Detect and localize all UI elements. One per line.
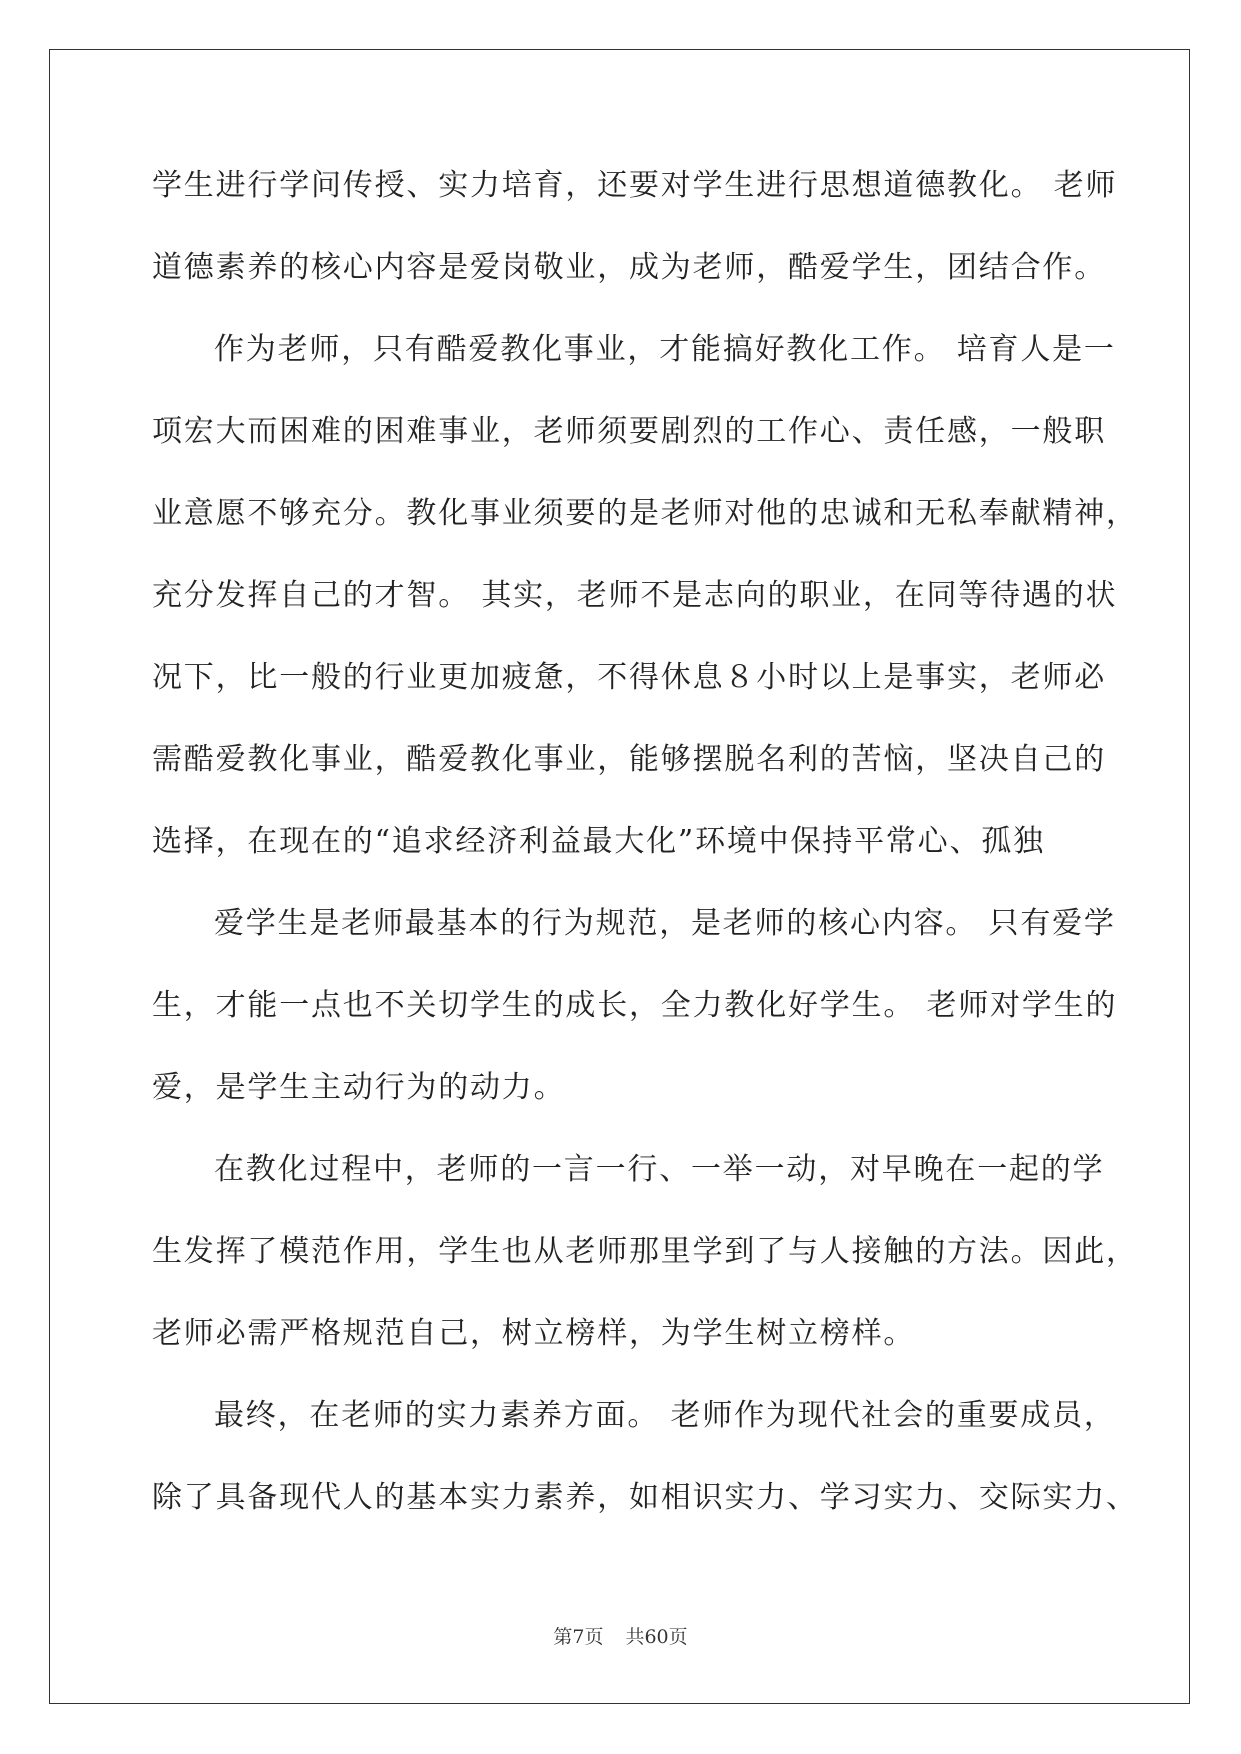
text-line: 除了具备现代人的基本实力素养，如相识实力、学习实力、交际实力、 bbox=[152, 1480, 1138, 1515]
text-line: 项宏大而困难的困难事业，老师须要剧烈的工作心、责任感，一般职 bbox=[152, 414, 1106, 449]
page-footer bbox=[0, 1625, 1241, 1649]
text-line: 业意愿不够充分。教化事业须要的是老师对他的忠诚和无私奉献精神， bbox=[152, 496, 1138, 531]
document-body bbox=[152, 161, 1138, 1555]
paragraph-start-line: 在教化过程中，老师的一言一行、一举一动，对早晚在一起的学 bbox=[214, 1152, 1105, 1187]
page-number: 第7页 bbox=[553, 1626, 604, 1648]
text-line: 况下，比一般的行业更加疲惫，不得休息８小时以上是事实，老师必 bbox=[152, 660, 1106, 695]
text-line: 选择，在现在的“追求经济利益最大化”环境中保持平常心、孤独 bbox=[152, 824, 1045, 859]
paragraph-start-line: 最终，在老师的实力素养方面。 老师作为现代社会的重要成员， bbox=[214, 1398, 1116, 1433]
text-line: 需酷爱教化事业，酷爱教化事业，能够摆脱名利的苦恼，坚决自己的 bbox=[152, 742, 1106, 777]
text-line: 生，才能一点也不关切学生的成长，全力教化好学生。 老师对学生的 bbox=[152, 988, 1118, 1023]
text-line: 老师必需严格规范自己，树立榜样，为学生树立榜样。 bbox=[152, 1316, 916, 1351]
page-total: 共60页 bbox=[625, 1626, 688, 1648]
text-line: 学生进行学问传授、实力培育，还要对学生进行思想道德教化。 老师 bbox=[152, 168, 1118, 203]
text-line: 道德素养的核心内容是爱岗敬业，成为老师，酷爱学生，团结合作。 bbox=[152, 250, 1106, 285]
text-line: 爱，是学生主动行为的动力。 bbox=[152, 1070, 566, 1105]
paragraph-start-line: 作为老师，只有酷爱教化事业，才能搞好教化工作。 培育人是一 bbox=[214, 332, 1116, 367]
paragraph-start-line: 爱学生是老师最基本的行为规范，是老师的核心内容。 只有爱学 bbox=[214, 906, 1116, 941]
text-line: 生发挥了模范作用，学生也从老师那里学到了与人接触的方法。因此， bbox=[152, 1234, 1138, 1269]
text-line: 充分发挥自己的才智。 其实，老师不是志向的职业，在同等待遇的状 bbox=[152, 578, 1118, 613]
